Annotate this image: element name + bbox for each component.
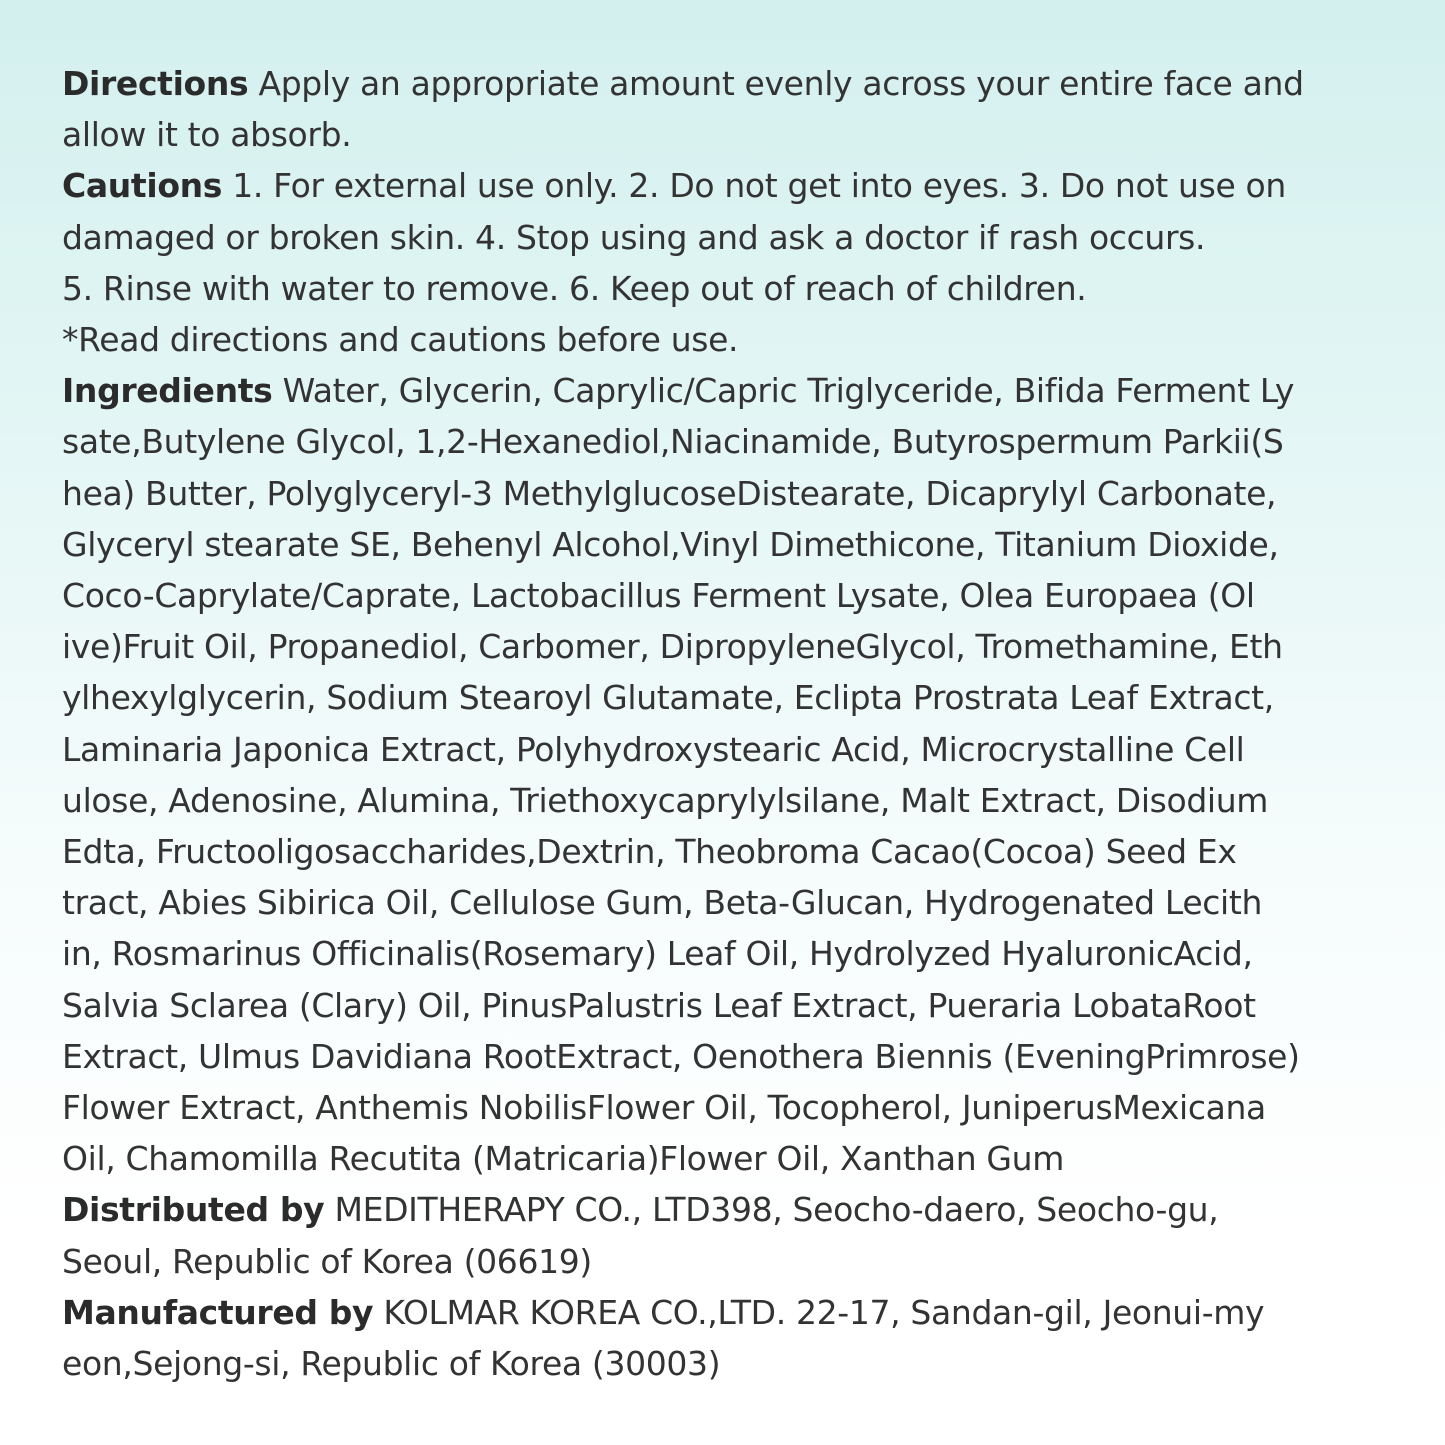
directions-line-2: allow it to absorb. (62, 115, 352, 155)
manufacturer-heading: Manufactured by (62, 1292, 374, 1332)
manufacturer-text: KOLMAR KOREA CO.,LTD. 22-17, Sandan-gil, Jeonui-my (373, 1292, 1265, 1332)
distributor-heading: Distributed by (62, 1190, 325, 1230)
cautions-line-3: 5. Rinse with water to remove. 6. Keep out of reach of children. (62, 268, 1087, 308)
ingredients-line-10: Edta, Fructooligosaccharides,Dextrin, Theobroma Cacao(Cocoa) Seed Ex (62, 832, 1237, 872)
distributor-line-2: Seoul, Republic of Korea (06619) (62, 1241, 592, 1281)
directions-section (62, 58, 1392, 160)
ingredients-line-16: Oil, Chamomilla Recutita (Matricaria)Flower Oil, Xanthan Gum (62, 1139, 1065, 1179)
distributor-text: MEDITHERAPY CO., LTD398, Seocho-daero, Seocho-gu, (324, 1190, 1219, 1230)
cautions-text: 1. For external use only. 2. Do not get into eyes. 3. Do not use on (222, 166, 1286, 206)
manufacturer-line-2: eon,Sejong-si, Republic of Korea (30003) (62, 1344, 721, 1384)
ingredients-line-12: in, Rosmarinus Officinalis(Rosemary) Leaf Oil, Hydrolyzed HyaluronicAcid, (62, 934, 1253, 974)
ingredients-line-5: Coco-Caprylate/Caprate, Lactobacillus Ferment Lysate, Olea Europaea (Ol (62, 576, 1255, 616)
product-label-text (62, 58, 1392, 1389)
ingredients-line-1 (62, 365, 1392, 416)
ingredients-line-6: ive)Fruit Oil, Propanediol, Carbomer, DipropyleneGlycol, Tromethamine, Eth (62, 627, 1283, 667)
ingredients-line-15: Flower Extract, Anthemis NobilisFlower Oil, Tocopherol, JuniperusMexicana (62, 1088, 1266, 1128)
directions-line-1 (62, 58, 1392, 109)
cautions-note: *Read directions and cautions before use. (62, 320, 739, 360)
ingredients-line-4: Glyceryl stearate SE, Behenyl Alcohol,Vinyl Dimethicone, Titanium Dioxide, (62, 524, 1279, 564)
directions-heading: Directions (62, 64, 249, 103)
ingredients-line-11: tract, Abies Sibirica Oil, Cellulose Gum, Beta-Glucan, Hydrogenated Lecith (62, 883, 1263, 923)
distributor-line-1 (62, 1184, 1392, 1235)
ingredients-line-8: Laminaria Japonica Extract, Polyhydroxystearic Acid, Microcrystalline Cell (62, 729, 1245, 769)
ingredients-section (62, 365, 1392, 1184)
cautions-section (62, 160, 1392, 365)
ingredients-line-2: sate,Butylene Glycol, 1,2-Hexanediol,Niacinamide, Butyrospermum Parkii(S (62, 422, 1284, 462)
ingredients-line-13: Salvia Sclarea (Clary) Oil, PinusPalustris Leaf Extract, Pueraria LobataRoot (62, 985, 1256, 1025)
cautions-line-2: damaged or broken skin. 4. Stop using and ask a doctor if rash occurs. (62, 217, 1206, 257)
directions-text: Apply an appropriate amount evenly across your entire face and (248, 64, 1304, 103)
cautions-heading: Cautions (62, 166, 223, 206)
ingredients-line-9: ulose, Adenosine, Alumina, Triethoxycaprylylsilane, Malt Extract, Disodium (62, 780, 1269, 820)
manufacturer-line-1 (62, 1287, 1392, 1338)
ingredients-text: Water, Glycerin, Caprylic/Capric Triglyceride, Bifida Ferment Ly (272, 371, 1295, 411)
distributor-section (62, 1184, 1392, 1286)
ingredients-line-7: ylhexylglycerin, Sodium Stearoyl Glutamate, Eclipta Prostrata Leaf Extract, (62, 678, 1274, 718)
cautions-line-1 (62, 160, 1392, 211)
manufacturer-section (62, 1287, 1392, 1389)
ingredients-line-14: Extract, Ulmus Davidiana RootExtract, Oenothera Biennis (EveningPrimrose) (62, 1036, 1300, 1076)
ingredients-heading: Ingredients (62, 371, 273, 411)
ingredients-line-3: hea) Butter, Polyglyceryl-3 MethylglucoseDistearate, Dicaprylyl Carbonate, (62, 473, 1277, 513)
